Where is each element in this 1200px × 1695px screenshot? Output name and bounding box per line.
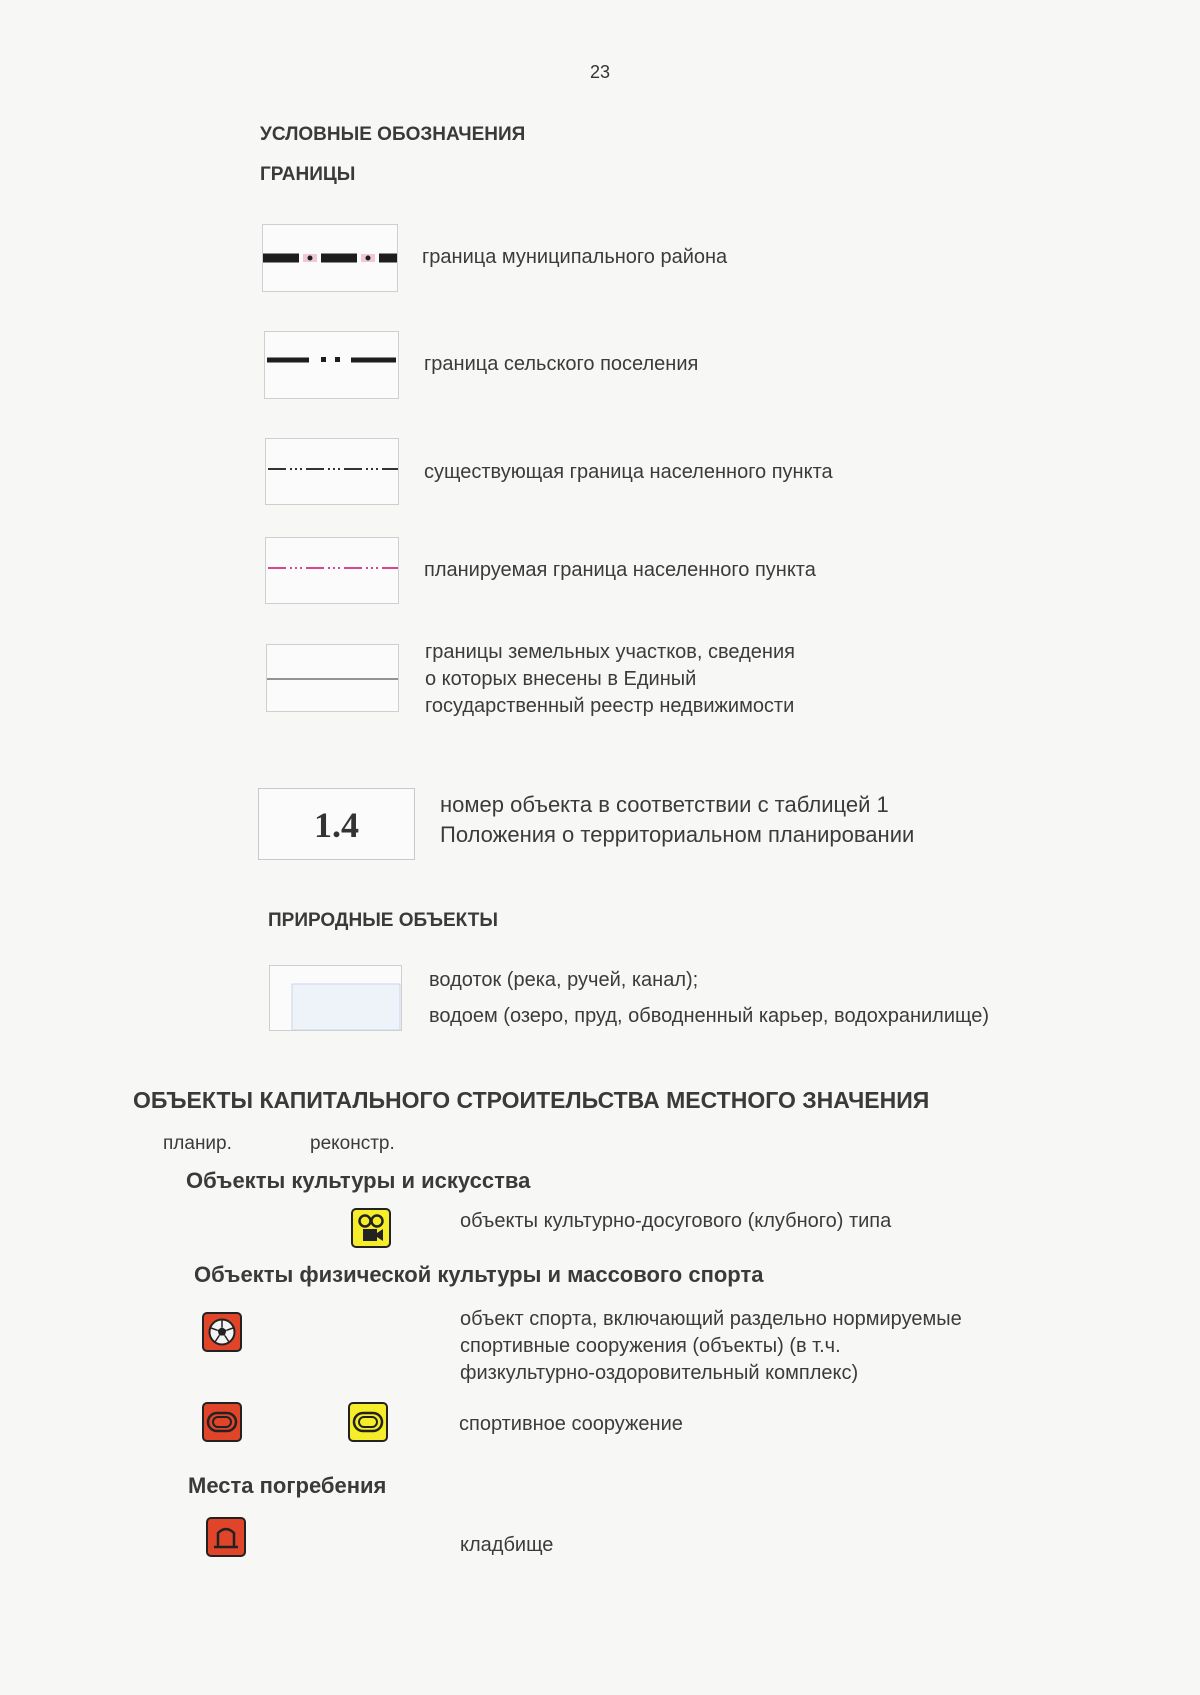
film-projector-icon [351,1208,391,1248]
stadium-track-planned-icon [202,1402,242,1442]
municipal-border-line-icon [263,225,397,291]
water-label [429,962,989,1034]
municipal-border-swatch [262,224,398,292]
object-number-label [440,790,914,850]
rural-border-swatch [264,331,399,399]
land-plot-border-line-icon [267,645,398,711]
stadium-track-reconstruction-icon [348,1402,388,1442]
column-reconstruction-label: реконстр. [310,1133,395,1154]
sport-complex-label-line-2: спортивные сооружения (объекты) (в т.ч. [460,1335,841,1357]
land-plot-border-label-line-1: границы земельных участков, сведения [425,641,795,663]
land-plot-border-label-line-2: о которых внесены в Единый [425,668,697,690]
water-label-line-1: водоток (река, ручей, канал); [429,969,699,991]
sport-complex-label [460,1306,962,1387]
planned-settlement-border-label: планируемая граница населенного пункта [424,559,816,581]
land-plot-border-swatch [266,644,399,712]
burial-heading: Места погребения [188,1473,387,1498]
water-swatch [269,965,402,1031]
water-body-icon [270,966,401,1030]
existing-settlement-border-swatch [265,438,399,505]
soccer-ball-icon [202,1312,242,1352]
planned-settlement-border-swatch [265,537,399,604]
object-number-box: 1.4 [258,788,415,860]
object-number-label-line-1: номер объекта в соответствии с таблицей 1 [440,792,889,817]
natural-objects-heading: ПРИРОДНЫЕ ОБЪЕКТЫ [268,910,498,931]
water-label-line-2: водоем (озеро, пруд, обводненный карьер, водохранилище) [429,1005,990,1027]
column-planned-label: планир. [163,1133,232,1154]
capital-objects-heading: ОБЪЕКТЫ КАПИТАЛЬНОГО СТРОИТЕЛЬСТВА МЕСТНОГО ЗНАЧЕНИЯ [133,1087,930,1113]
rural-border-line-icon [265,332,398,398]
culture-heading: Объекты культуры и искусства [186,1168,531,1193]
sport-heading: Объекты физической культуры и массового спорта [194,1262,764,1287]
planned-settlement-border-line-icon [266,538,398,603]
sport-facility-label: спортивное сооружение [459,1413,683,1435]
object-number-label-line-2: Положения о территориальном планировании [440,822,915,847]
page-number: 23 [589,62,611,82]
existing-settlement-border-label: существующая граница населенного пункта [424,461,833,483]
land-plot-border-label [425,639,795,720]
rural-border-label: граница сельского поселения [424,353,699,375]
existing-settlement-border-line-icon [266,439,398,504]
sport-complex-label-line-1: объект спорта, включающий раздельно нормируемые [460,1308,962,1330]
land-plot-border-label-line-3: государственный реестр недвижимости [425,695,795,717]
sport-complex-label-line-3: физкультурно-оздоровительный комплекс) [460,1362,859,1384]
cemetery-gate-icon [206,1517,246,1557]
culture-item-label: объекты культурно-досугового (клубного) типа [460,1210,892,1232]
borders-heading: ГРАНИЦЫ [260,164,356,185]
legend-title: УСЛОВНЫЕ ОБОЗНАЧЕНИЯ [260,124,526,145]
municipal-border-label: граница муниципального района [422,246,728,268]
cemetery-label: кладбище [460,1534,554,1556]
